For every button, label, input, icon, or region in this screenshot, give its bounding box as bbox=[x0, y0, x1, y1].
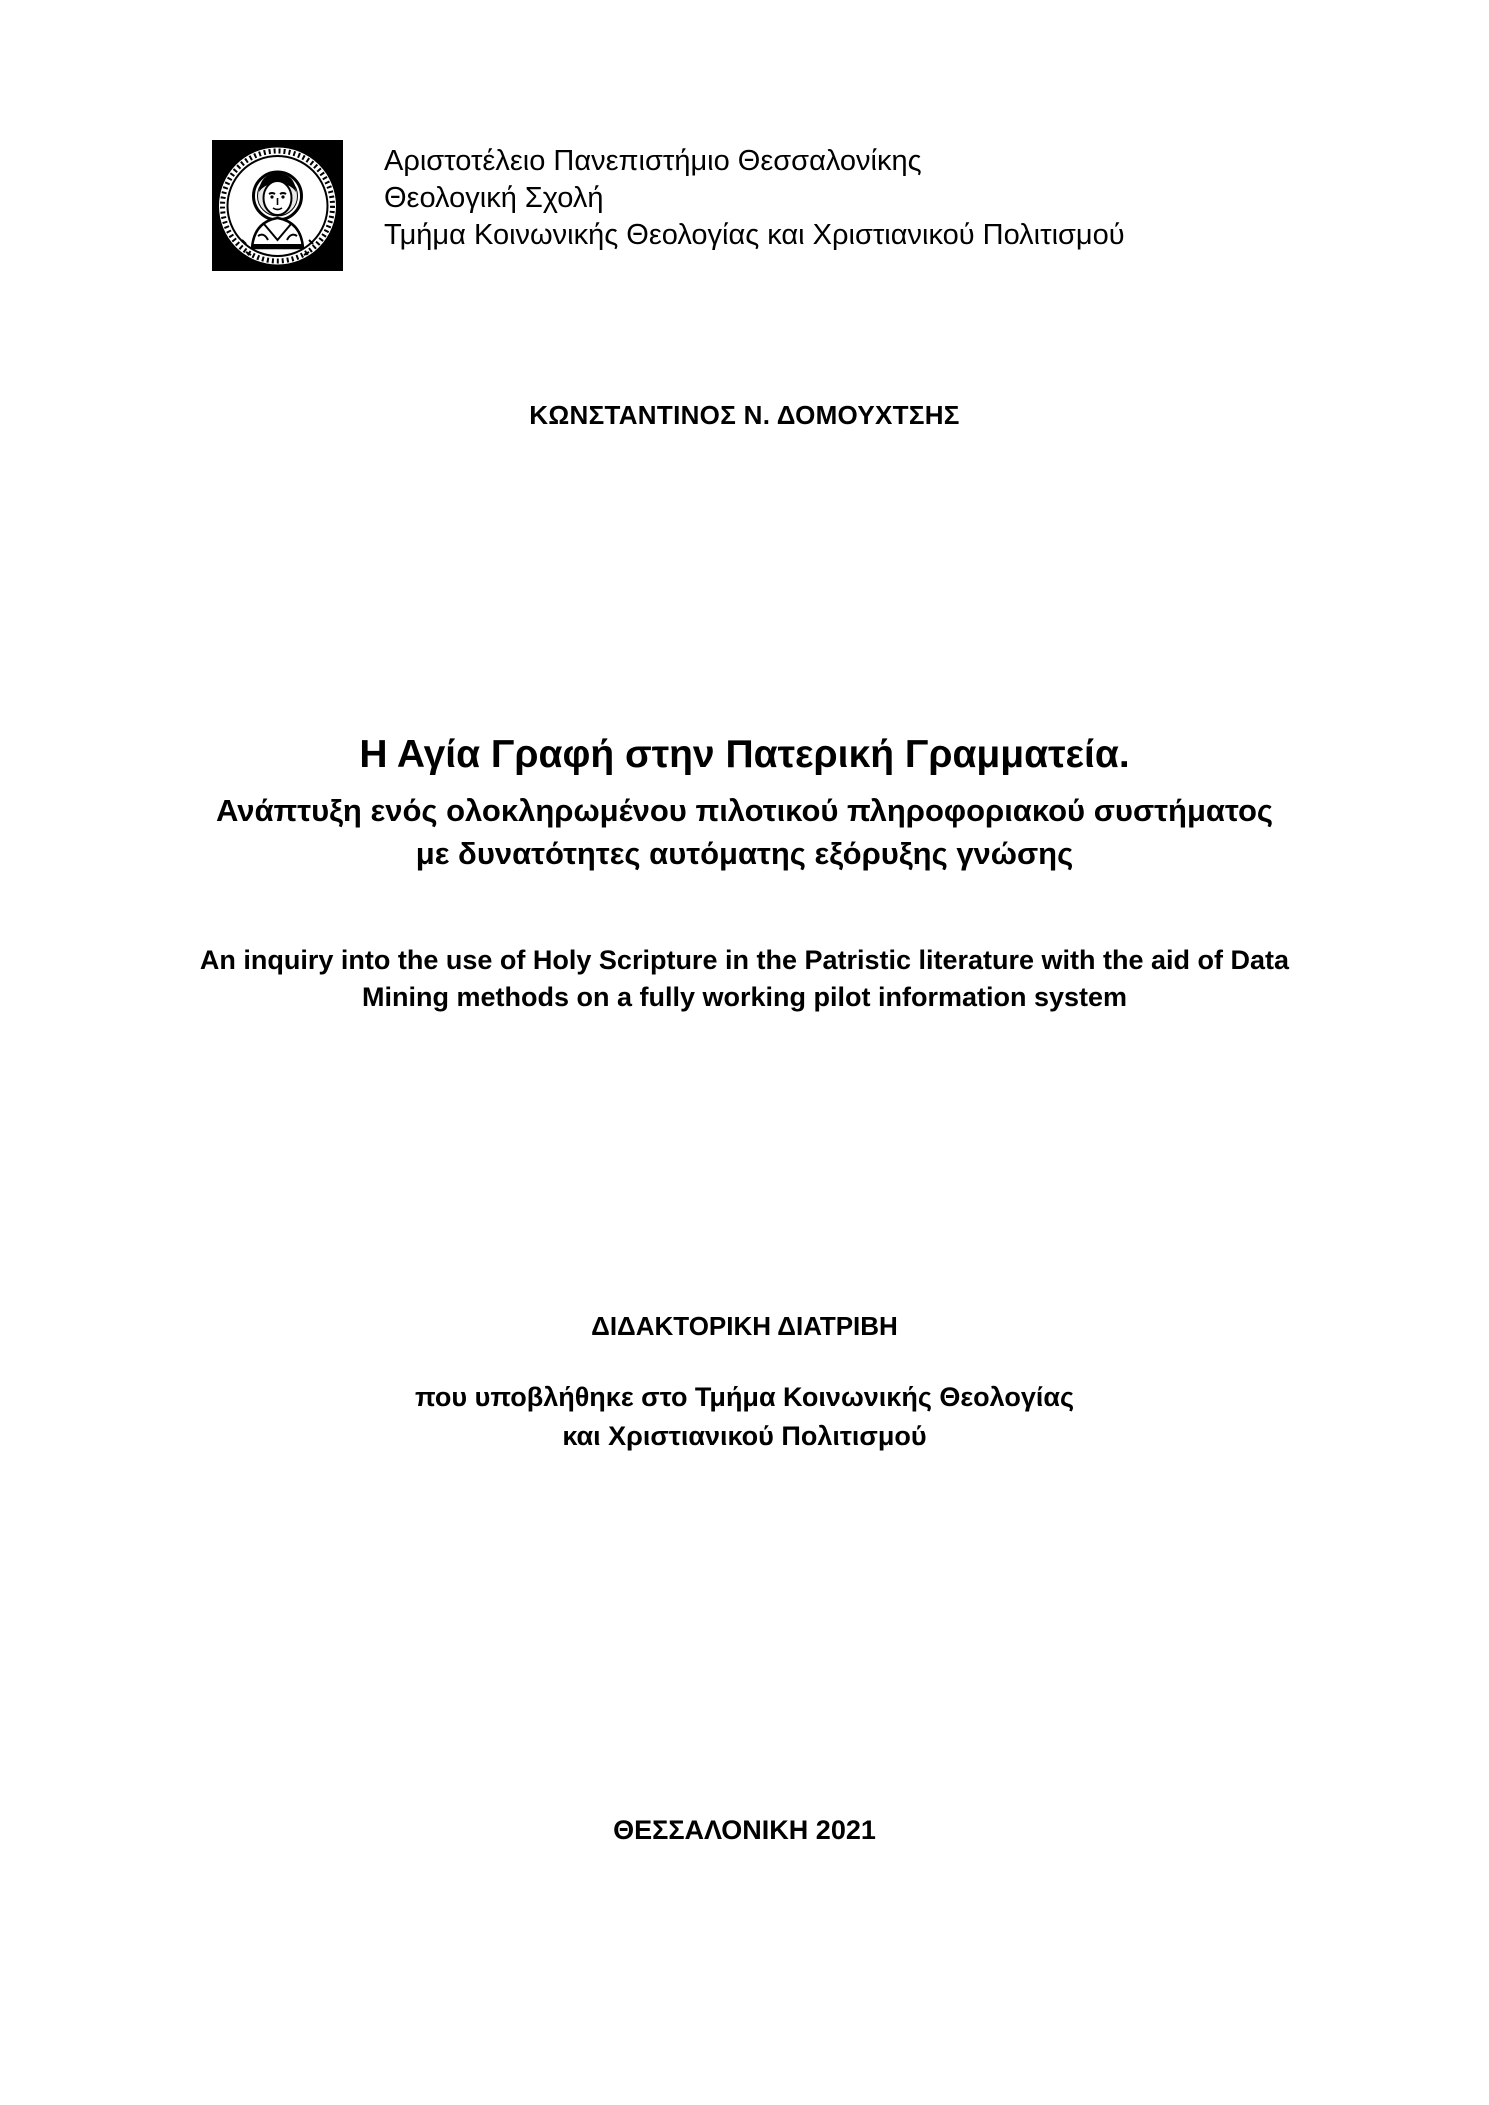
institution-name bbox=[384, 143, 1125, 254]
submission-line: που υποβλήθηκε στο Τμήμα Κοινωνικής Θεολογίας bbox=[414, 1382, 1075, 1412]
english-title-line: An inquiry into the use of Holy Scripture in the Patristic literature with the aid of Data bbox=[199, 945, 1290, 975]
thesis-subtitle-line: Ανάπτυξη ενός ολοκληρωμένου πιλοτικού πληροφοριακού συστήματος bbox=[215, 793, 1273, 828]
place-and-year: ΘΕΣΣΑΛΟΝΙΚΗ 2021 bbox=[613, 1815, 876, 1845]
institution-header bbox=[212, 140, 1125, 271]
thesis-subtitle bbox=[0, 789, 1489, 875]
thesis-title: Η Αγία Γραφή στην Πατερική Γραμματεία. bbox=[359, 733, 1130, 776]
submission-statement bbox=[0, 1378, 1489, 1456]
submission-line: και Χριστιανικού Πολιτισμού bbox=[562, 1421, 927, 1451]
author-name: ΚΩΝΣΤΑΝΤΙΝΟΣ Ν. ΔΟΜΟΥΧΤΣΗΣ bbox=[529, 400, 960, 430]
university-name: Αριστοτέλειο Πανεπιστήμιο Θεσσαλονίκης bbox=[384, 145, 922, 177]
thesis-subtitle-line: με δυνατότητες αυτόματης εξόρυξης γνώσης bbox=[415, 836, 1074, 871]
university-seal-icon bbox=[212, 140, 343, 271]
thesis-type: ΔΙΔΑΚΤΟΡΙΚΗ ΔΙΑΤΡΙΒΗ bbox=[591, 1311, 898, 1341]
school-name: Θεολογική Σχολή bbox=[384, 182, 604, 214]
english-title bbox=[0, 942, 1489, 1016]
english-title-line: Mining methods on a fully working pilot information system bbox=[361, 982, 1128, 1012]
department-name: Τμήμα Κοινωνικής Θεολογίας και Χριστιανικού Πολιτισμού bbox=[384, 219, 1125, 251]
